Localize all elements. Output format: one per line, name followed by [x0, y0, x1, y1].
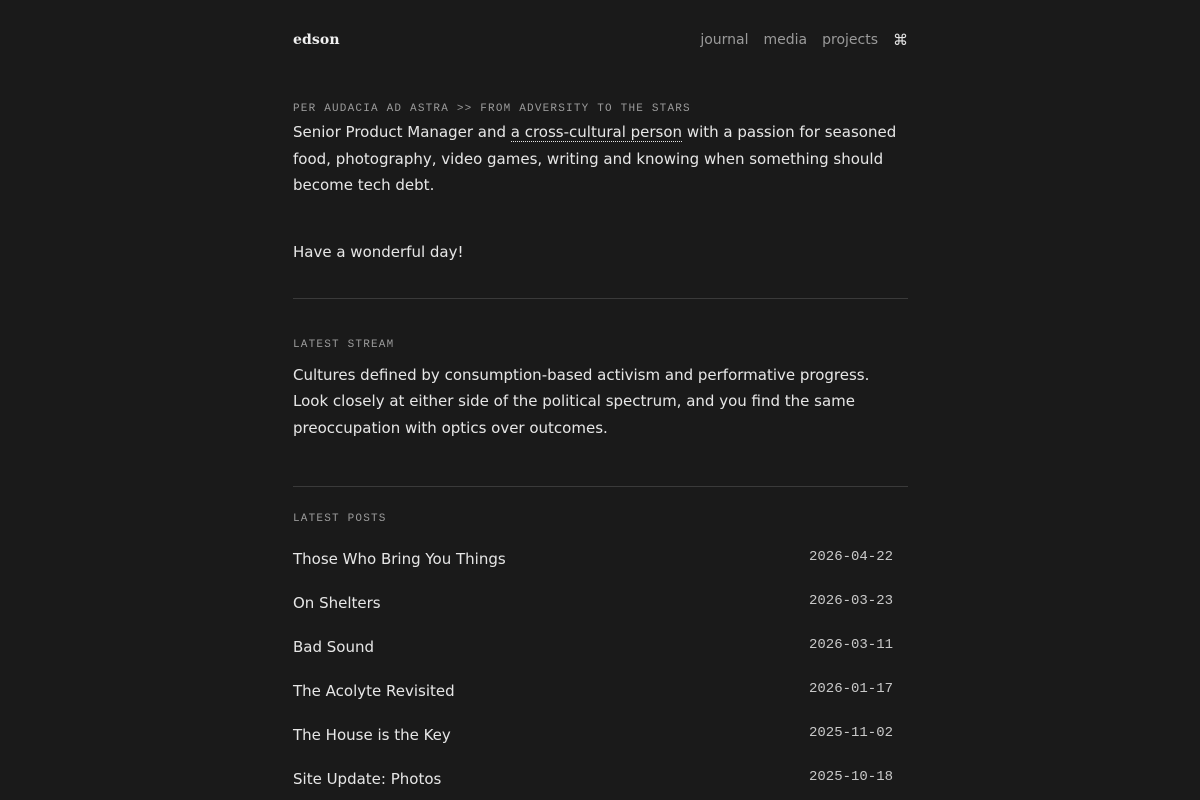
post-row — [293, 671, 908, 715]
intro-text-before: Senior Product Manager and — [293, 123, 511, 141]
site-header — [293, 0, 908, 82]
section-divider — [293, 298, 908, 299]
post-row — [293, 627, 908, 671]
latest-stream-section — [293, 339, 908, 442]
nav-link-media[interactable]: media — [763, 32, 808, 48]
post-row — [293, 759, 908, 800]
post-title-link[interactable]: Bad Sound — [293, 638, 375, 656]
posts-eyebrow: LATEST POSTS — [293, 513, 387, 525]
post-date: 2025-10-18 — [808, 769, 893, 785]
post-title-link[interactable]: On Shelters — [293, 594, 381, 612]
cross-cultural-link[interactable]: a cross-cultural person — [510, 123, 683, 141]
post-row — [293, 715, 908, 759]
intro-section — [293, 103, 908, 265]
site-brand-link[interactable]: edson — [293, 32, 340, 48]
post-row — [293, 583, 908, 627]
post-title-link[interactable]: Site Update: Photos — [293, 770, 442, 788]
post-title-link[interactable]: The Acolyte Revisited — [293, 682, 455, 700]
post-date: 2026-01-17 — [808, 681, 893, 697]
post-date: 2025-11-02 — [808, 725, 893, 741]
intro-text-after: with a passion for seasoned food, photography, video games, writing and knowing when something should become tech debt. — [293, 123, 897, 194]
intro-eyebrow: PER AUDACIA AD ASTRA >> FROM ADVERSITY TO THE STARS — [293, 103, 691, 115]
main-container — [293, 0, 908, 800]
post-date: 2026-04-22 — [808, 549, 893, 565]
nav-link-journal[interactable]: journal — [700, 32, 749, 48]
greeting-text: Have a wonderful day! — [293, 242, 464, 261]
command-menu-icon[interactable]: ⌘ — [893, 31, 908, 49]
post-title-link[interactable]: Those Who Bring You Things — [293, 550, 506, 568]
intro-paragraph — [293, 119, 903, 199]
stream-text: Cultures defined by consumption-based activism and performative progress. Look closely at either side of the political spectrum, and you find the same preoccupation with optics over outcomes. — [293, 365, 870, 437]
nav-link-projects[interactable]: projects — [822, 32, 878, 48]
post-list — [293, 539, 908, 800]
post-date: 2026-03-23 — [808, 593, 893, 609]
latest-posts-section — [293, 513, 908, 800]
post-date: 2026-03-11 — [808, 637, 893, 653]
stream-eyebrow: LATEST STREAM — [293, 338, 395, 351]
main-nav — [700, 31, 908, 49]
post-title-link[interactable]: The House is the Key — [293, 726, 451, 744]
post-row — [293, 539, 908, 583]
section-divider — [293, 486, 908, 487]
